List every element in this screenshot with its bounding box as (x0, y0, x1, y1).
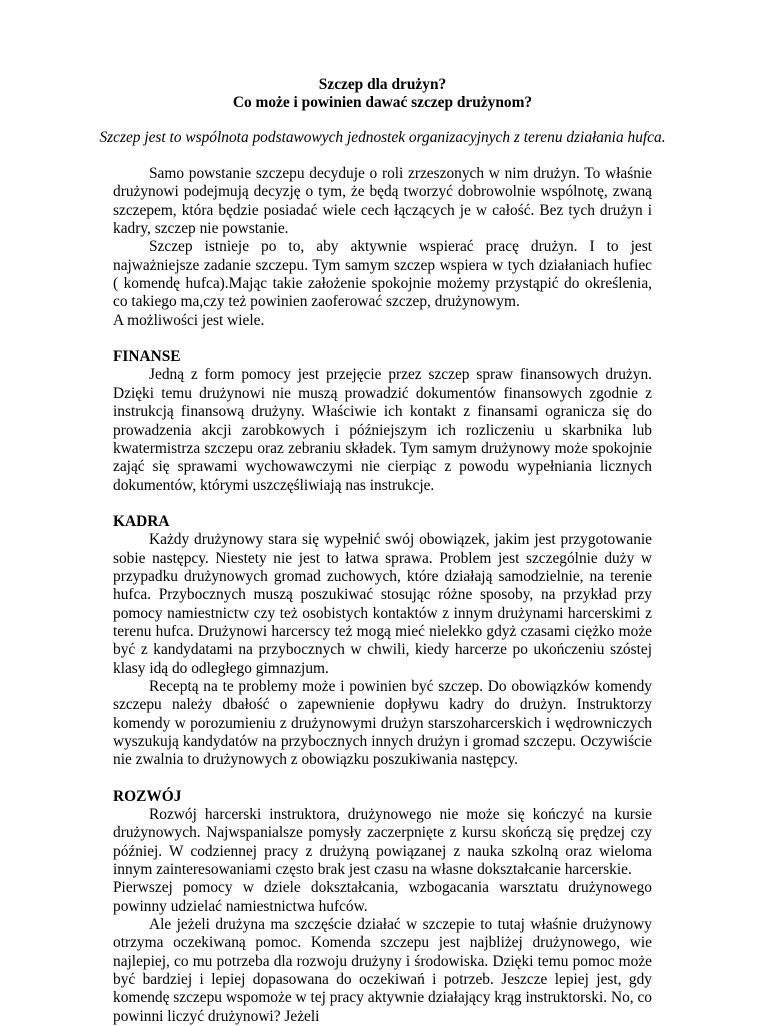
rozwoj-paragraph-3: Ale jeżeli drużyna ma szczęście działać w szczepie to tutaj właśnie drużynowy otrzyma oczekiwaną pomoc. Komenda szczepu jest najbliżej drużynowego, wie najlepiej, co mu potrzeba dla rozwoju drużyny i środowiska. Dzięki temu pomoc może być bardziej i lepiej dopasowana do oczekiwań i potrzeb. Jeszcze lepiej jest, gdy komendę szczepu wspomoże w tej pracy aktywnie działający krąg instruktorski. No, co powinni liczyć drużynowi? Jeżeli (113, 916, 652, 1025)
kadra-paragraph-1: Każdy drużynowy stara się wypełnić swój obowiązek, jakim jest przygotowanie sobie następcy. Niestety nie jest to łatwa sprawa. Problem jest szczególnie duży w przypadku drużynowych gromad zuchowych, które działają samodzielnie, na terenie hufca. Przybocznych muszą poszukiwać stosując różne sposoby, na przykład przy pomocy namiestnictw czy też osobistych kontaktów z innym drużynami harcerskimi z terenu hufca. Drużynowi harcerscy też mogą mieć nielekko gdyż czasami ciężko może być z kandydatami na przybocznych w chwili, kiedy harcerze po ukończeniu szóstej klasy idą do odległego gimnazjum. (113, 531, 652, 677)
kadra-paragraph-2: Receptą na te problemy może i powinien być szczep. Do obowiązków komendy szczepu należy dbałość o zapewnienie dopływu kadry do drużyn. Instruktorzy komendy w porozumieniu z drużynowymi drużyn starszoharcerskich i wędrowniczych wyszukują kandydatów na przybocznych innych drużyn i gromad szczepu. Oczywiście nie zwalnia to drużynowych z obowiązku poszukiwania następcy. (113, 677, 652, 769)
opening-section (113, 165, 652, 330)
finanse-paragraph-1: Jedną z form pomocy jest przejęcie przez szczep spraw finansowych drużyn. Dzięki temu drużynowi nie muszą prowadzić dokumentów finansowych zgodnie z instrukcją finansową drużyny. Właściwie ich kontakt z finansami ogranicza się do prowadzenia akcji zarobkowych i późniejszym ich rozliczeniu u skarbnika lub kwatermistrza szczepu oraz zebraniu składek. Tym samym drużynowy może spokojnie zająć się sprawami wychowawczymi nie cierpiąc z powodu wypełniania licznych dokumentów, którymi uszczęśliwiają nas instrukcje. (113, 366, 652, 494)
rozwoj-paragraph-2: Pierwszej pomocy w dziele dokształcania, wzbogacania warsztatu drużynowego powinny udzielać namiestnictwa hufców. (113, 879, 652, 915)
document-page (99, 76, 666, 1026)
section-heading-finanse: FINANSE (113, 348, 181, 366)
section-kadra (113, 513, 652, 770)
rozwoj-paragraph-1: Rozwój harcerski instruktora, drużynowego nie może się kończyć na kursie drużynowych. Najwspanialsze pomysły zaczerpnięte z kursu skończą się prędzej czy później. W codziennej pracy z drużyną powiązanej z nauka szkolną oraz wieloma innym zainteresowaniami często brak jest czasu na własne dokształcanie harcerskie. (113, 806, 652, 879)
opening-paragraph-2: Szczep istnieje po to, aby aktywnie wspierać pracę drużyn. I to jest najważniejsze zadanie szczepu. Tym samym szczep wspiera w tych działaniach hufiec ( komendę hufca).Mając takie założenie spokojnie możemy przystąpić do określenia, co takiego ma,czy też powinien zaoferować szczep, drużynowym. (113, 238, 652, 311)
title-line-1: Szczep dla drużyn? (318, 76, 447, 93)
opening-paragraph-1: Samo powstanie szczepu decyduje o roli zrzeszonych w nim drużyn. To właśnie drużynowi podejmują decyzję o tym, że będą tworzyć dobrowolnie wspólnotę, zwaną szczepem, która będzie posiadać wiele cech łączących je w całość. Bez tych drużyn i kadry, szczep nie powstanie. (113, 165, 652, 238)
title-line-2: Co może i powinien dawać szczep drużynom? (232, 94, 533, 112)
intro-statement: Szczep jest to wspólnota podstawowych jednostek organizacyjnych z terenu działania hufca. (99, 128, 666, 146)
opening-paragraph-3: A możliwości jest wiele. (113, 311, 265, 329)
section-heading-kadra: KADRA (113, 512, 170, 530)
section-finanse (113, 348, 652, 495)
section-heading-rozwoj: ROZWÓJ (113, 787, 182, 805)
document-title (113, 76, 652, 113)
section-rozwoj (113, 788, 652, 1026)
